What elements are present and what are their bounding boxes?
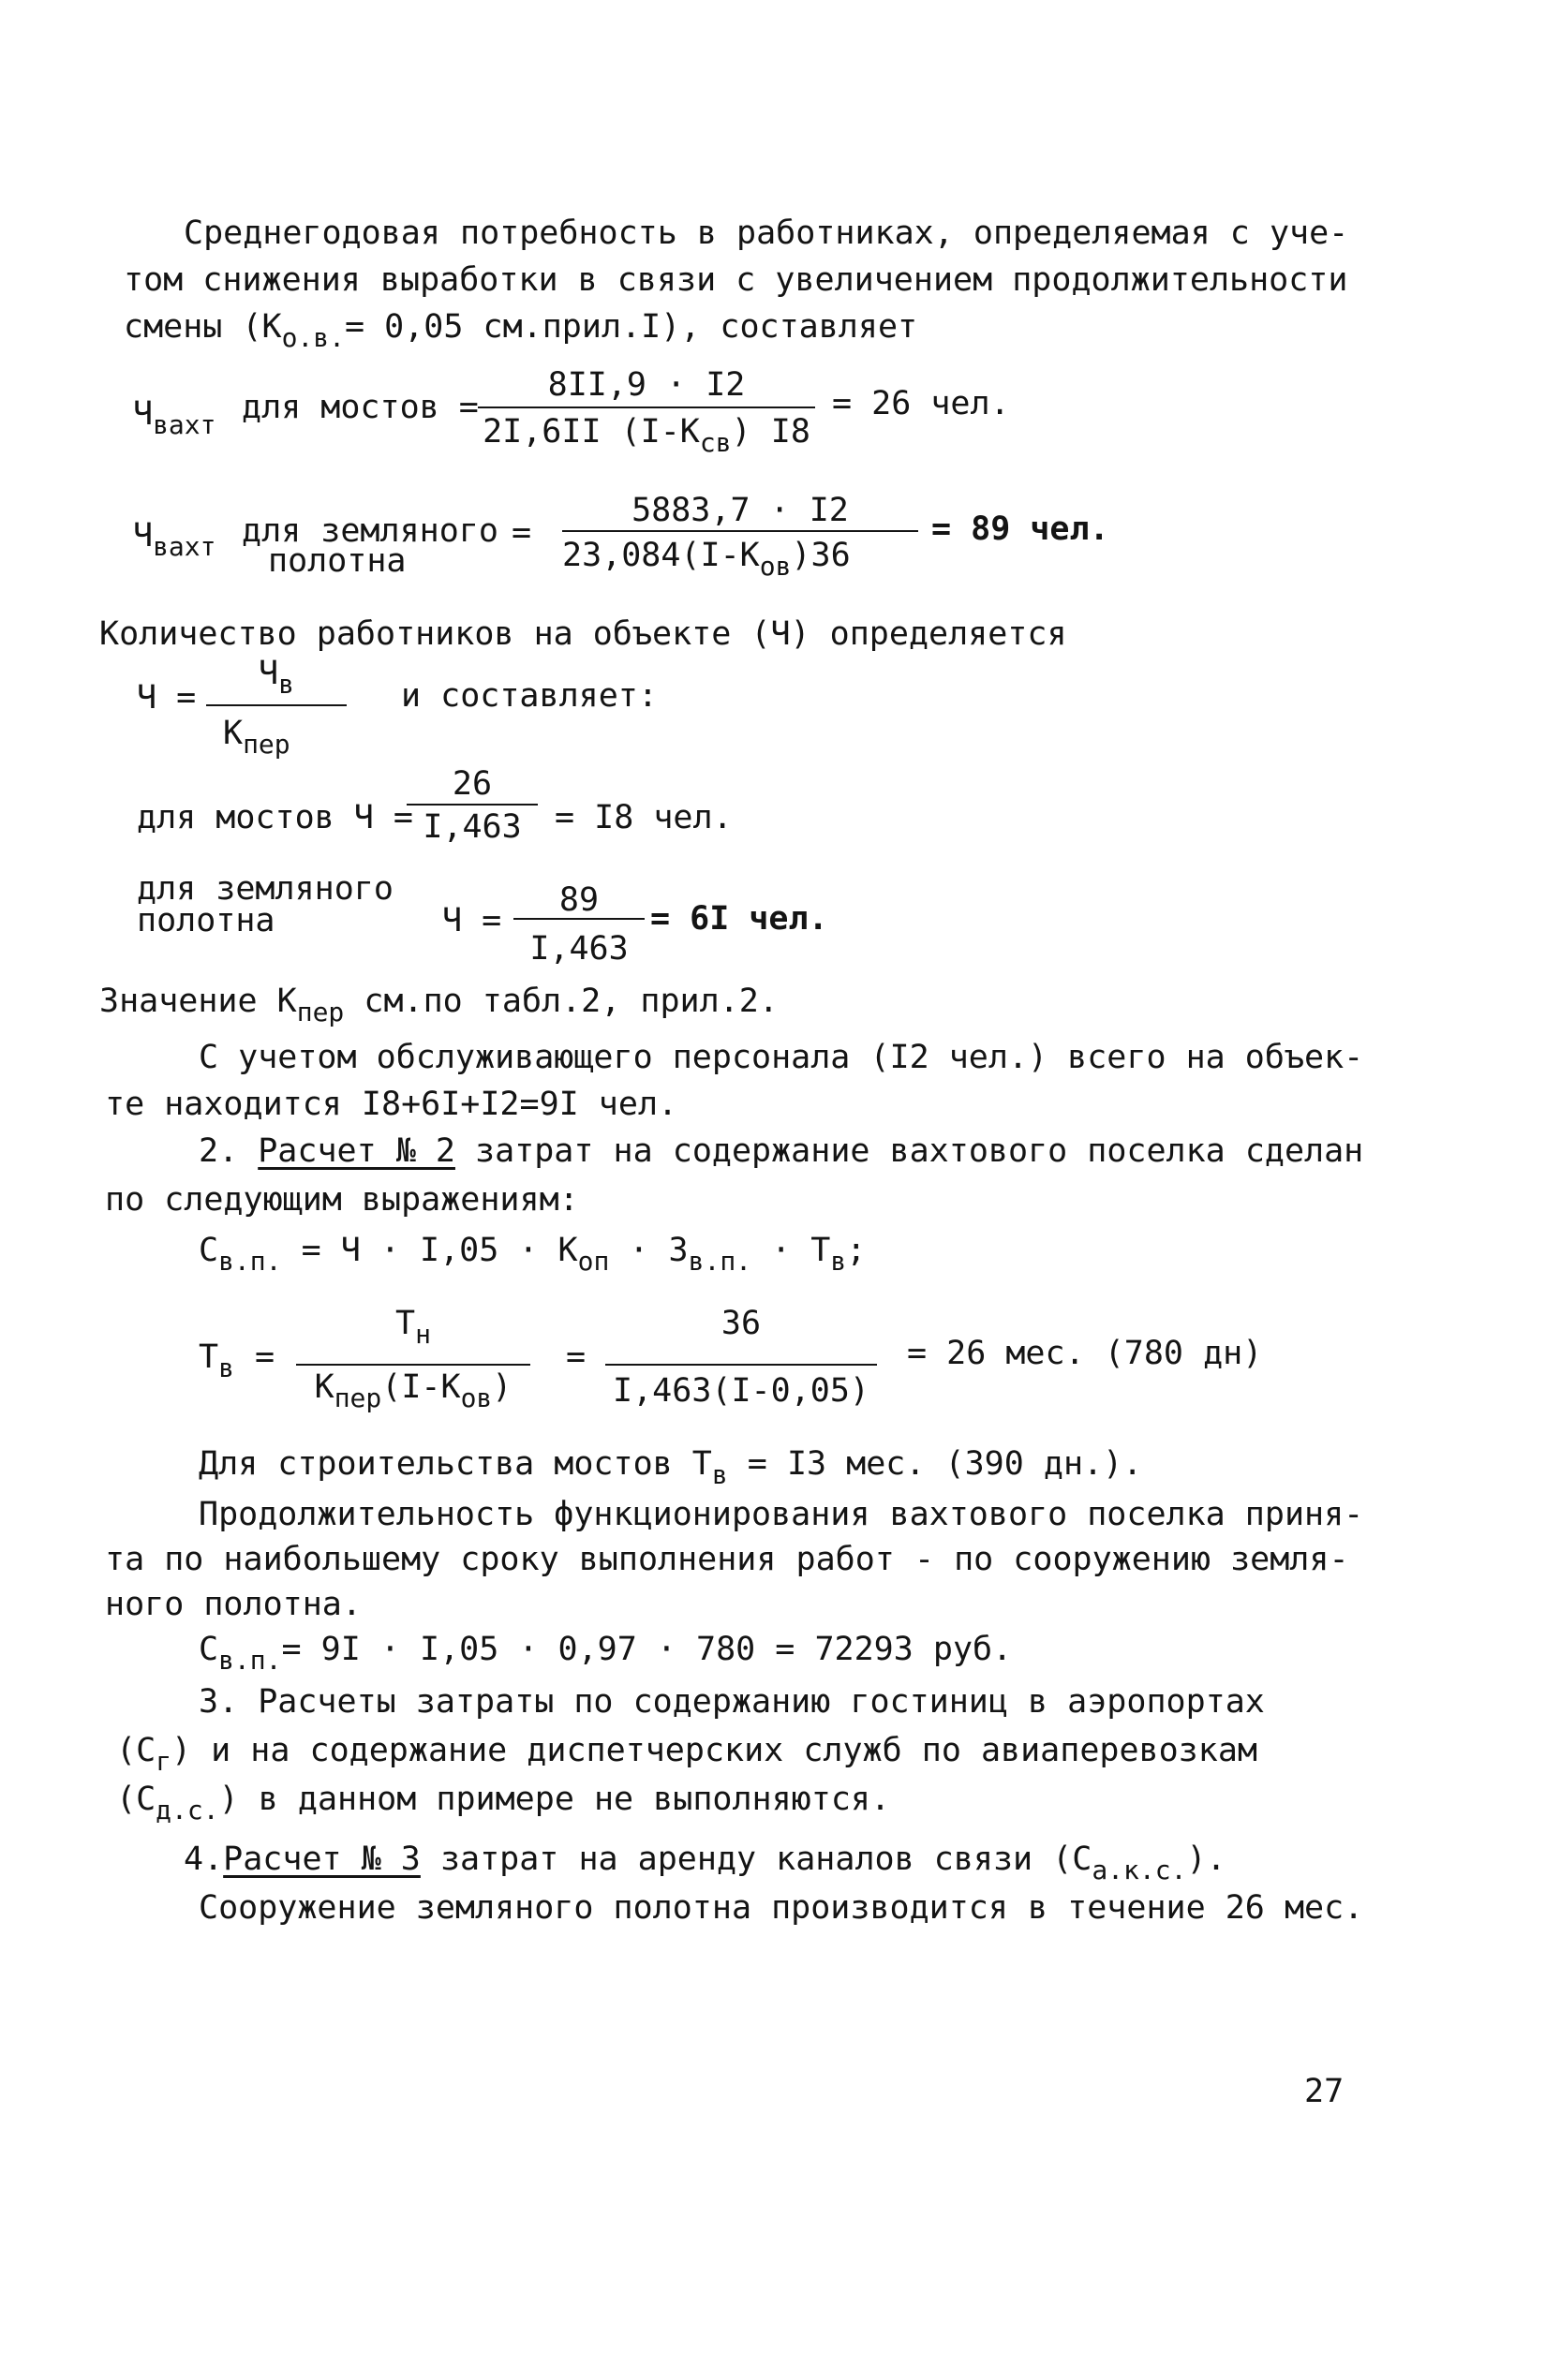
earth-fraction [513,881,645,968]
count-lhs: Ч = [137,679,197,717]
f1-numerator: 8II,9 · I2 [547,366,746,404]
f1-label: для мостов = [242,389,479,426]
earth-label-line-2: полотна [137,902,275,939]
calc2-formula: $С_{в.п.} = Ч \cdot I,05 \cdot К_{оп} \cdot З_{в.п.} \cdot Т_в$; [199,1232,867,1277]
count-fraction [206,656,347,759]
tv-denominator-1: $К_{пер}(I-К_{ов})$ [314,1368,513,1413]
kper-note: Значение $К_{пер}$ см.по табл.2, прил.2. [99,983,779,1027]
bridges-numerator: 26 [452,765,493,803]
calc4-line-2: Сооружение земляного полотна производится в течение 26 мес. [199,1889,1364,1927]
f1-lhs: $Ч_{вахт}$ [133,395,216,440]
bridges-construction-line: Для строительства мостов $Т_в = I3$ мес. (390 дн.). [199,1445,1143,1490]
calc3-line-2: $(С_г)$ и на содержание диспетчерских служб по авиаперевозкам [116,1732,1257,1777]
page-number: 27 [1304,2073,1345,2110]
earth-fraction-bar [513,918,645,920]
intro-line-2: том снижения выработки в связи с увеличением продолжительности [124,261,1348,299]
f1-result: = 26 чел. [832,385,1010,422]
f2-equals: = [512,514,532,552]
tv-fraction-1 [296,1305,530,1420]
tv-equals-1: = [255,1338,275,1376]
calc2-line-1: 2. Расчет № 2 затрат на содержание вахтового поселка сделан [199,1132,1364,1170]
tv-result: = 26 мес. (780 дн) [907,1335,1263,1372]
calc4-line-1: 4.Расчет № 3 затрат на аренду каналов связи $(С_{а.к.с.})$. [184,1840,1226,1885]
tv-fraction-2 [605,1305,877,1420]
f2-label-line-2: полотна [268,542,407,580]
tv-numerator-2: 36 [721,1305,762,1342]
f1-denominator: 2I,6II $(I-К_{св})$ I8 [483,413,810,458]
bridges-fraction-bar [407,804,538,806]
f2-fraction [562,491,918,584]
count-fraction-bar [206,704,347,706]
bridges-denominator: I,463 [423,808,522,846]
tv-lhs: $Т_в$ [199,1338,234,1383]
count-tail: и составляет: [401,677,658,715]
bridges-result: = I8 чел. [555,799,733,836]
tv-denominator-2: I,463(I-0,05) [613,1372,869,1410]
duration-line-1: Продолжительность функционирования вахтового поселка приня- [199,1496,1364,1533]
duration-line-3: ного полотна. [105,1586,362,1623]
count-numerator: $Ч_в$ [259,655,294,700]
earth-result: = 6I чел. [650,900,828,938]
count-intro: Количество работников на объекте (Ч) определяется [99,615,1067,653]
staff-line-1: С учетом обслуживающего персонала (I2 чел.) всего на объек- [199,1039,1364,1076]
bridges-label: для мостов Ч = [137,799,414,836]
bridges-fraction [407,765,538,852]
earth-lhs: Ч = [442,902,502,939]
earth-denominator: I,463 [529,930,629,968]
calc3-line-1: 3. Расчеты затраты по содержанию гостиниц в аэропортах [199,1683,1265,1721]
f2-result: = 89 чел. [931,510,1109,548]
f2-denominator: $23,084(I-К_{ов})36$ [562,537,851,582]
f1-fraction [478,367,815,461]
tv-equals-2: = [566,1338,587,1376]
f2-label-line-1: для земляного [242,512,498,550]
earth-numerator: 89 [558,881,600,919]
f2-lhs: $Ч_{вахт}$ [133,517,216,562]
f2-numerator: 5883,7 · I2 [631,492,849,529]
calc2-final: $С_{в.п.}= 9I \cdot I,05 \cdot 0,97 \cdot 780 = 72293$ руб. [199,1631,1013,1676]
intro-line-3: смены ($К_{о.в.}= 0,05$ см.прил.I), составляет [124,308,918,353]
tv-numerator-1: $Т_н$ [395,1305,431,1350]
f1-fraction-bar [478,407,815,408]
calc2-line-2: по следующим выражениям: [105,1181,579,1219]
tv-fraction-bar-1 [296,1364,530,1366]
count-denominator: $К_{пер}$ [223,715,290,760]
calc2-title: Расчет № 2 [258,1132,455,1170]
tv-fraction-bar-2 [605,1364,877,1366]
intro-line-1: Среднегодовая потребность в работниках, определяемая с уче- [184,214,1349,252]
calc3-line-3: $(С_{д.с.})$ в данном примере не выполняются. [116,1781,891,1826]
staff-line-2: те находится I8+6I+I2=9I чел. [105,1086,678,1123]
duration-line-2: та по наибольшему сроку выполнения работ - по сооружению земля- [105,1541,1349,1578]
earth-label-line-1: для земляного [137,870,394,908]
f2-fraction-bar [562,530,918,532]
calc4-title: Расчет № 3 [223,1840,421,1878]
